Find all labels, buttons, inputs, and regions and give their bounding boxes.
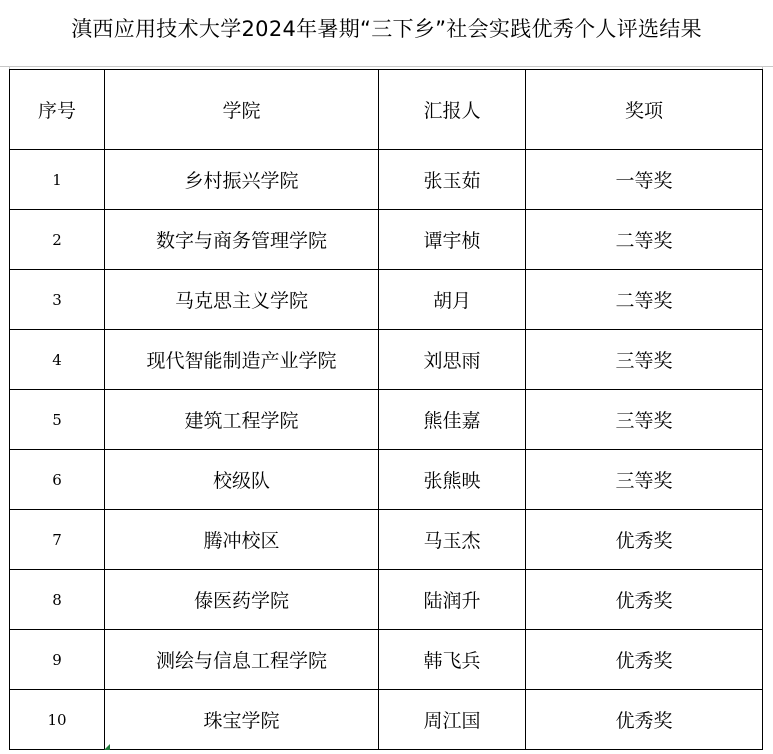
cell-college[interactable]: 马克思主义学院 [105, 270, 379, 330]
page-title: 滇西应用技术大学2024年暑期“三下乡”社会实践优秀个人评选结果 [71, 17, 702, 41]
cell-college[interactable]: 腾冲校区 [105, 510, 379, 570]
cell-award[interactable]: 优秀奖 [526, 510, 763, 570]
cell-reporter[interactable]: 熊佳嘉 [379, 390, 526, 450]
table-row [10, 270, 763, 330]
cell-no[interactable]: 9 [10, 630, 105, 690]
title-divider [0, 66, 773, 67]
cell-no[interactable]: 2 [10, 210, 105, 270]
cell-reporter[interactable]: 张熊映 [379, 450, 526, 510]
table-row [10, 330, 763, 390]
cell-college[interactable]: 现代智能制造产业学院 [105, 330, 379, 390]
table-row [10, 390, 763, 450]
cell-reporter[interactable]: 谭宇桢 [379, 210, 526, 270]
header-cell-award[interactable]: 奖项 [526, 70, 763, 150]
cell-no[interactable]: 7 [10, 510, 105, 570]
active-cell-corner-icon [104, 744, 110, 750]
table-row [10, 570, 763, 630]
cell-award[interactable]: 三等奖 [526, 450, 763, 510]
cell-award[interactable]: 优秀奖 [526, 690, 763, 750]
cell-reporter[interactable]: 周江国 [379, 690, 526, 750]
header-cell-reporter[interactable]: 汇报人 [379, 70, 526, 150]
cell-no[interactable]: 8 [10, 570, 105, 630]
cell-college[interactable]: 校级队 [105, 450, 379, 510]
cell-no[interactable]: 6 [10, 450, 105, 510]
cell-no[interactable]: 5 [10, 390, 105, 450]
cell-award[interactable]: 一等奖 [526, 150, 763, 210]
cell-no[interactable]: 1 [10, 150, 105, 210]
cell-college[interactable]: 测绘与信息工程学院 [105, 630, 379, 690]
cell-no[interactable]: 3 [10, 270, 105, 330]
cell-reporter[interactable]: 胡月 [379, 270, 526, 330]
cell-award[interactable]: 优秀奖 [526, 630, 763, 690]
cell-college[interactable]: 数字与商务管理学院 [105, 210, 379, 270]
cell-college[interactable]: 珠宝学院 [105, 690, 379, 750]
cell-reporter[interactable]: 刘思雨 [379, 330, 526, 390]
cell-award[interactable]: 三等奖 [526, 330, 763, 390]
results-table [9, 69, 763, 750]
header-cell-no[interactable]: 序号 [10, 70, 105, 150]
cell-no[interactable]: 4 [10, 330, 105, 390]
cell-reporter[interactable]: 马玉杰 [379, 510, 526, 570]
cell-college[interactable]: 傣医药学院 [105, 570, 379, 630]
cell-award[interactable]: 二等奖 [526, 270, 763, 330]
cell-award[interactable]: 优秀奖 [526, 570, 763, 630]
cell-award[interactable]: 三等奖 [526, 390, 763, 450]
table-row [10, 210, 763, 270]
table-row [10, 150, 763, 210]
cell-college[interactable]: 建筑工程学院 [105, 390, 379, 450]
table-row [10, 690, 763, 750]
table-row [10, 630, 763, 690]
cell-reporter[interactable]: 张玉茹 [379, 150, 526, 210]
table-header-row [10, 70, 763, 150]
cell-award[interactable]: 二等奖 [526, 210, 763, 270]
table-row [10, 450, 763, 510]
table-row [10, 510, 763, 570]
cell-reporter[interactable]: 陆润升 [379, 570, 526, 630]
header-cell-college[interactable]: 学院 [105, 70, 379, 150]
cell-no[interactable]: 10 [10, 690, 105, 750]
cell-college[interactable]: 乡村振兴学院 [105, 150, 379, 210]
cell-reporter[interactable]: 韩飞兵 [379, 630, 526, 690]
